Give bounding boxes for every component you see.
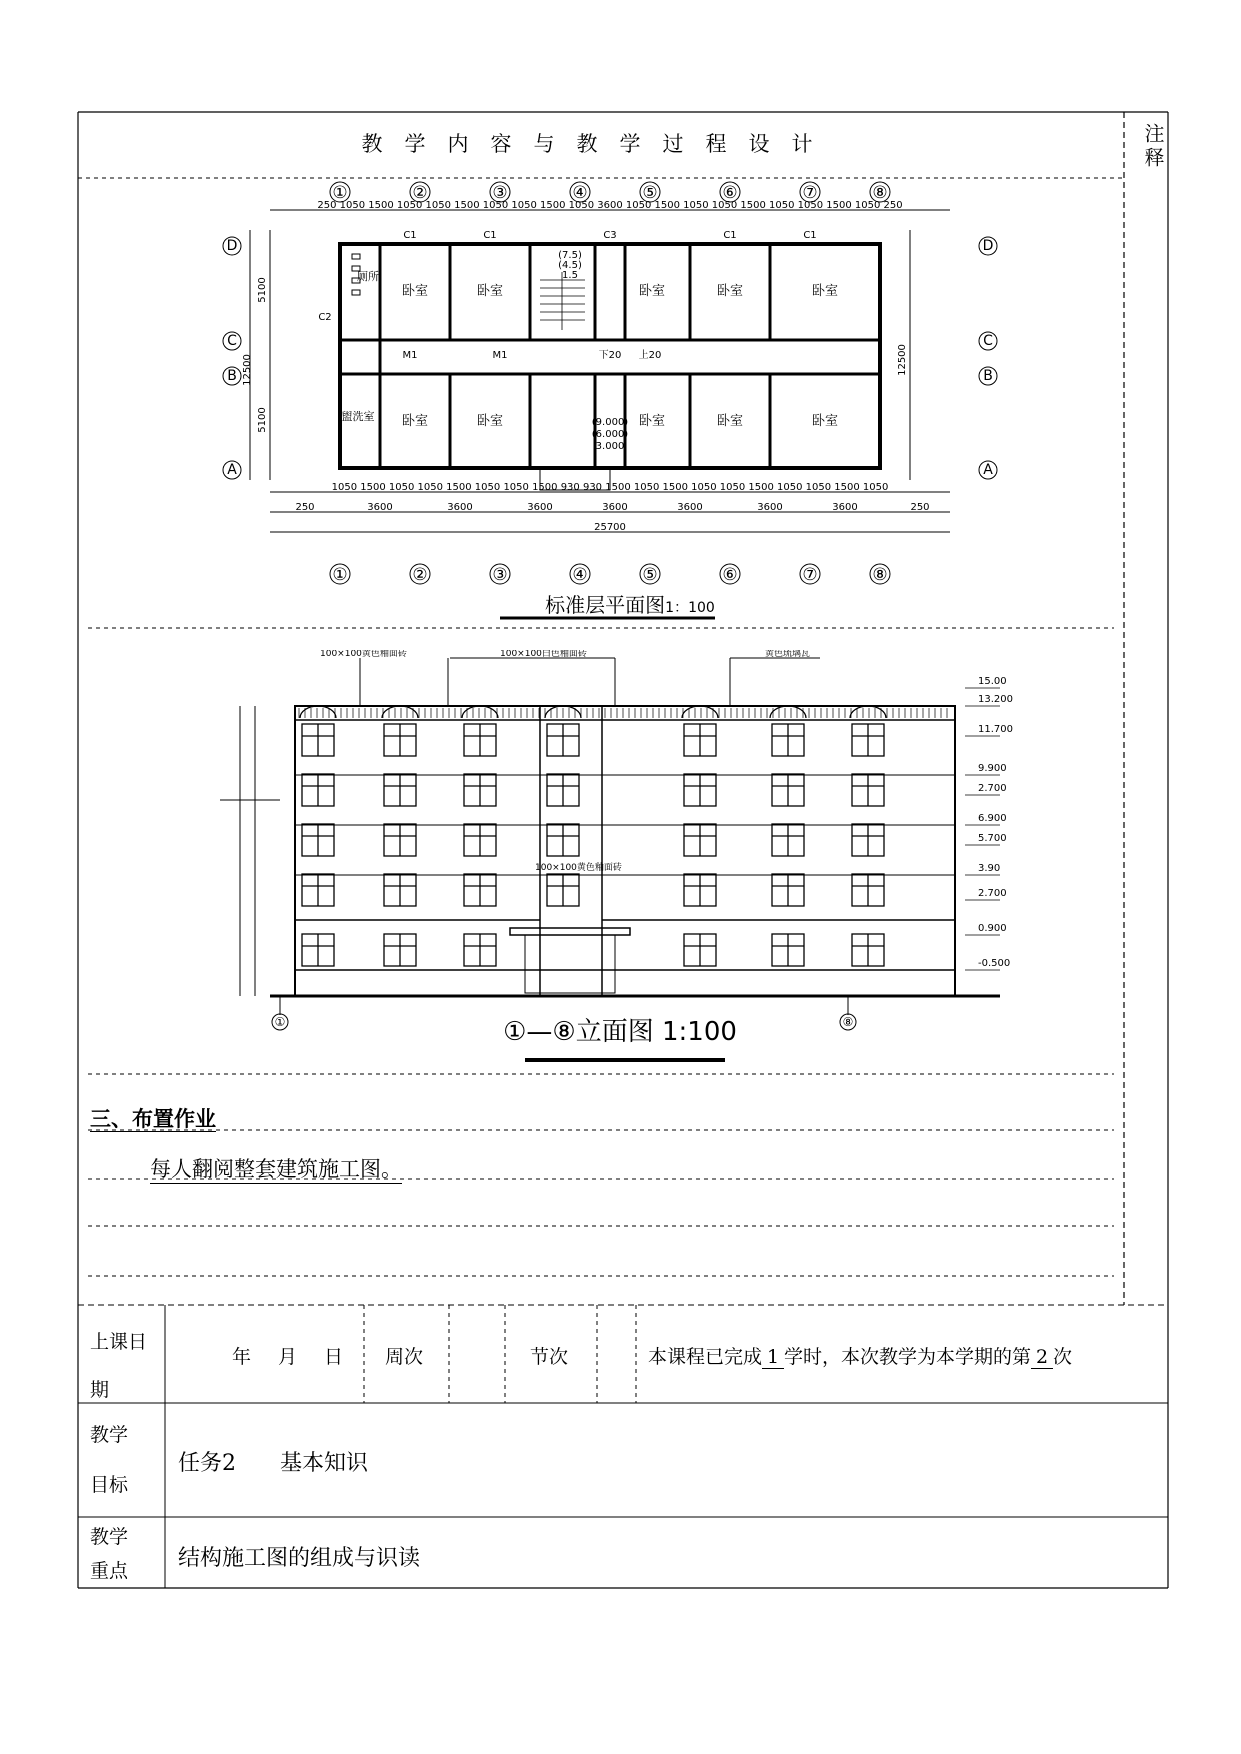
dim-3600-7: 3600 <box>832 502 858 513</box>
row-C-right: C <box>983 333 993 349</box>
date-label-text: 上课日期 <box>90 1331 148 1401</box>
dim-3600-4: 3600 <box>602 502 628 513</box>
room-bedroom: 卧室 <box>476 414 504 429</box>
week-label: 周次 <box>385 1346 424 1368</box>
room-bedroom: 卧室 <box>638 414 666 429</box>
axis-2-top: ② <box>412 183 428 203</box>
room-toilet: 厕所 <box>357 270 379 283</box>
row-B-left: B <box>227 368 237 384</box>
dim-3600-3: 3600 <box>527 502 553 513</box>
progress-session-number: 2 <box>1031 1346 1053 1369</box>
right-total: 12500 <box>897 344 908 376</box>
key-value: 结构施工图的组成与识读 <box>178 1546 421 1571</box>
dim-3600-5: 3600 <box>677 502 703 513</box>
arched-window <box>462 706 498 718</box>
left-5100-bottom: 5100 <box>257 407 268 433</box>
window-c1: C1 <box>483 230 497 241</box>
arched-window <box>850 706 886 718</box>
progress-suffix: 次 <box>1053 1346 1073 1368</box>
room-bedroom: 卧室 <box>716 284 744 299</box>
room-bedroom: 卧室 <box>716 414 744 429</box>
stair-up: 上20 <box>638 350 662 361</box>
callout-yellow-tile: 100×100黄色釉面砖 <box>320 650 407 659</box>
period-label: 节次 <box>530 1346 569 1368</box>
elevation-drawing <box>200 650 1040 1068</box>
axis-8-top: ⑧ <box>872 183 888 203</box>
elevation-axis-8: ⑧ <box>842 1015 854 1029</box>
room-bedroom: 卧室 <box>476 284 504 299</box>
level-6000: (6.000) <box>591 429 629 440</box>
axis-5-bottom: ⑤ <box>642 565 658 585</box>
left-5100-top: 5100 <box>257 277 268 303</box>
door-m1: M1 <box>492 350 508 361</box>
room-bedroom: 卧室 <box>638 284 666 299</box>
axis-1-bottom: ① <box>332 565 348 585</box>
course-progress <box>648 1342 1072 1369</box>
window-c1: C1 <box>803 230 817 241</box>
dim-3600-6: 3600 <box>757 502 783 513</box>
arched-window <box>382 706 418 718</box>
row-D-left: D <box>226 238 238 254</box>
stair-level-3: 1.5 <box>562 270 578 281</box>
date-value: 年 月 日 <box>232 1346 348 1368</box>
level-13200: 13.200 <box>978 694 1013 705</box>
homework-heading <box>90 1103 216 1133</box>
floor-plan-caption: 标准层平面图1：100 <box>545 593 715 617</box>
top-dimensions: 250 1050 1500 1050 1050 1500 1050 1050 1500 1050 3600 1050 1500 1050 1050 1500 1050 1050 1500 1050 250 <box>317 200 903 211</box>
room-bedroom: 卧室 <box>401 414 429 429</box>
level-2700b: 2.700 <box>978 888 1007 899</box>
progress-hours: 1 <box>762 1346 784 1369</box>
axis-5-top: ⑤ <box>642 183 658 203</box>
callout-white-tile: 100×100白色釉面砖 <box>500 650 587 659</box>
dim-3600-2: 3600 <box>447 502 473 513</box>
stair-down: 下20 <box>598 350 622 361</box>
arched-window <box>300 706 336 718</box>
dim-3600-1: 3600 <box>367 502 393 513</box>
bottom-dimensions: 1050 1500 1050 1050 1500 1050 1050 1500 930 930 1500 1050 1500 1050 1050 1500 1050 1050 1500 1050 <box>331 482 889 493</box>
axis-6-top: ⑥ <box>722 183 738 203</box>
elevation-axis-1: ① <box>274 1015 286 1029</box>
window-c1: C1 <box>403 230 417 241</box>
level-11700: 11.700 <box>978 724 1013 735</box>
arched-window <box>770 706 806 718</box>
key-label: 教学重点 <box>90 1526 129 1582</box>
callout-yellow-glazed-tile: 黄色琉璃瓦 <box>765 650 811 659</box>
left-total: 12500 <box>242 354 253 386</box>
row-C-left: C <box>227 333 237 349</box>
level-15000: 15.00 <box>978 676 1007 687</box>
level-5700: 5.700 <box>978 833 1007 844</box>
goal-value: 任务2 基本知识 <box>178 1451 368 1476</box>
window-c1: C1 <box>723 230 737 241</box>
axis-4-top: ④ <box>572 183 588 203</box>
level-6900: 6.900 <box>978 813 1007 824</box>
axis-3-bottom: ③ <box>492 565 508 585</box>
axis-1-top: ① <box>332 183 348 203</box>
row-B-right: B <box>983 368 993 384</box>
elevation-caption: ①—⑧立面图 1:100 <box>503 1017 737 1047</box>
callout-yellow-tile-center: 100×100黄色釉面砖 <box>535 863 622 873</box>
row-D-right: D <box>982 238 994 254</box>
axis-6-bottom: ⑥ <box>722 565 738 585</box>
room-bedroom: 卧室 <box>811 414 839 429</box>
level-2700a: 2.700 <box>978 783 1007 794</box>
dim-250-right: 250 <box>910 502 930 513</box>
door-m1: M1 <box>402 350 418 361</box>
total-length: 25700 <box>594 522 626 533</box>
progress-prefix: 本课程已完成 <box>648 1346 763 1368</box>
level-9000: (9.000) <box>591 417 629 428</box>
axis-7-top: ⑦ <box>802 183 818 203</box>
homework-text: 每人翻阅整套建筑施工图。 <box>150 1153 402 1184</box>
floor-plan-drawing <box>210 180 1020 620</box>
note-column-label: 注释 <box>1141 123 1165 171</box>
goal-label: 教学目标 <box>90 1424 129 1496</box>
level-9900: 9.900 <box>978 763 1007 774</box>
room-bedroom: 卧室 <box>811 284 839 299</box>
room-washroom: 盥洗室 <box>341 410 375 423</box>
section-title: 教学内容与教学过程设计 <box>361 132 835 156</box>
level-3000: 3.000 <box>595 441 625 452</box>
axis-2-bottom: ② <box>412 565 428 585</box>
window-c3: C3 <box>603 230 617 241</box>
axis-8-bottom: ⑧ <box>872 565 888 585</box>
date-label <box>90 1318 150 1414</box>
homework-heading-text: 三、布置作业 <box>90 1106 216 1131</box>
window-c2: C2 <box>318 312 332 323</box>
row-A-left: A <box>227 462 237 478</box>
dim-250-left: 250 <box>295 502 315 513</box>
level-minus-0500: -0.500 <box>978 958 1011 969</box>
axis-3-top: ③ <box>492 183 508 203</box>
stair-level-2: (4.5) <box>558 260 582 271</box>
arched-window <box>682 706 718 718</box>
level-0900: 0.900 <box>978 923 1007 934</box>
progress-middle: 学时，本次教学为本学期的第 <box>784 1346 1032 1368</box>
row-A-right: A <box>983 462 993 478</box>
stair-level-1: (7.5) <box>558 250 582 261</box>
axis-7-bottom: ⑦ <box>802 565 818 585</box>
axis-4-bottom: ④ <box>572 565 588 585</box>
level-3900: 3.90 <box>978 863 1001 874</box>
room-bedroom: 卧室 <box>401 284 429 299</box>
